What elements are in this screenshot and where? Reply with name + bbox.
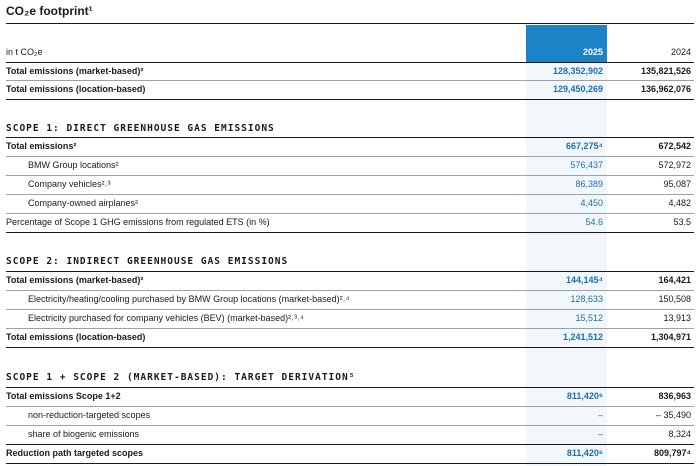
value-2025: 54.6 [585,217,603,227]
page-title: CO₂e footprint¹ [6,4,93,18]
row-label: share of biogenic emissions [28,429,140,439]
row-label: Electricity/heating/cooling purchased by BMW Group locations (market-based)²˒⁴ [28,294,350,304]
value-2025: 15,512 [575,313,603,323]
value-2025: 1,241,512 [562,332,603,342]
value-2025: 128,352,902 [552,66,603,76]
section-heading-scope12: SCOPE 1 + SCOPE 2 (MARKET-BASED): TARGET DERIVATION⁵ [6,372,356,383]
row-label: Company vehicles²˒³ [28,179,111,189]
table-row [6,156,694,175]
table-row [6,80,694,99]
row-label: Total emissions Scope 1+2 [6,391,121,401]
value-2024: 809,797⁴ [654,448,691,458]
value-2024: 1,304,971 [650,332,691,342]
table-row [6,425,694,444]
value-2024: – 35,490 [655,410,691,420]
table-row [6,444,694,463]
value-2024: 95,087 [663,179,691,189]
unit-label: in t CO₂e [6,47,43,57]
year-current-header: 2025 [582,47,603,57]
value-2024: 150,508 [658,294,691,304]
value-2025: 667,275⁴ [566,141,603,151]
table-row [6,387,694,406]
value-2024: 164,421 [658,275,691,285]
row-label: Total emissions (market-based)² [6,66,144,76]
divider [6,347,694,348]
year-previous-header: 2024 [670,47,691,57]
value-2024: 8,324 [668,429,691,439]
row-label: Electricity purchased for company vehicles (BEV) (market-based)²˒³˒⁴ [28,313,304,323]
value-2025: 129,450,269 [552,84,603,94]
table-row [6,213,694,232]
row-label: Percentage of Scope 1 GHG emissions from regulated ETS (in %) [6,217,270,227]
table-row [6,290,694,309]
table-row [6,194,694,213]
value-2024: 53.5 [673,217,691,227]
value-2025: 144,145⁴ [566,275,603,285]
value-2025: 811,420⁶ [566,448,603,458]
title-rule [6,23,694,24]
value-2025: – [597,429,603,439]
table-row [6,271,694,290]
row-label: Total emissions (market-based)² [6,275,144,285]
table-row [6,175,694,194]
table-header-row [6,43,694,62]
value-2024: 13,913 [663,313,691,323]
section-heading-scope2: SCOPE 2: INDIRECT GREENHOUSE GAS EMISSIONS [6,256,289,267]
value-2025: 86,389 [575,179,603,189]
divider [6,232,694,233]
table-row [6,62,694,81]
table-row [6,137,694,156]
row-label: Company-owned airplanes² [28,198,139,208]
value-2025: 576,437 [570,160,603,170]
value-2024: 572,972 [658,160,691,170]
row-label: Total emissions (location-based) [6,84,146,94]
divider [6,99,694,100]
value-2025: 4,450 [580,198,603,208]
value-2024: 135,821,526 [640,66,691,76]
table-row [6,328,694,347]
row-label: Reduction path targeted scopes [6,448,144,458]
row-label: Total emissions (location-based) [6,332,146,342]
value-2025: 128,633 [570,294,603,304]
value-2024: 672,542 [658,141,691,151]
value-2025: 811,420⁶ [566,391,603,401]
table-row [6,309,694,328]
value-2025: – [597,410,603,420]
divider [6,463,694,464]
row-label: Total emissions² [6,141,77,151]
value-2024: 4,482 [668,198,691,208]
row-label: BMW Group locations² [28,160,119,170]
table-row [6,406,694,425]
row-label: non-reduction-targeted scopes [28,410,151,420]
value-2024: 836,963 [658,391,691,401]
section-heading-scope1: SCOPE 1: DIRECT GREENHOUSE GAS EMISSIONS [6,123,275,134]
value-2024: 136,962,076 [640,84,691,94]
